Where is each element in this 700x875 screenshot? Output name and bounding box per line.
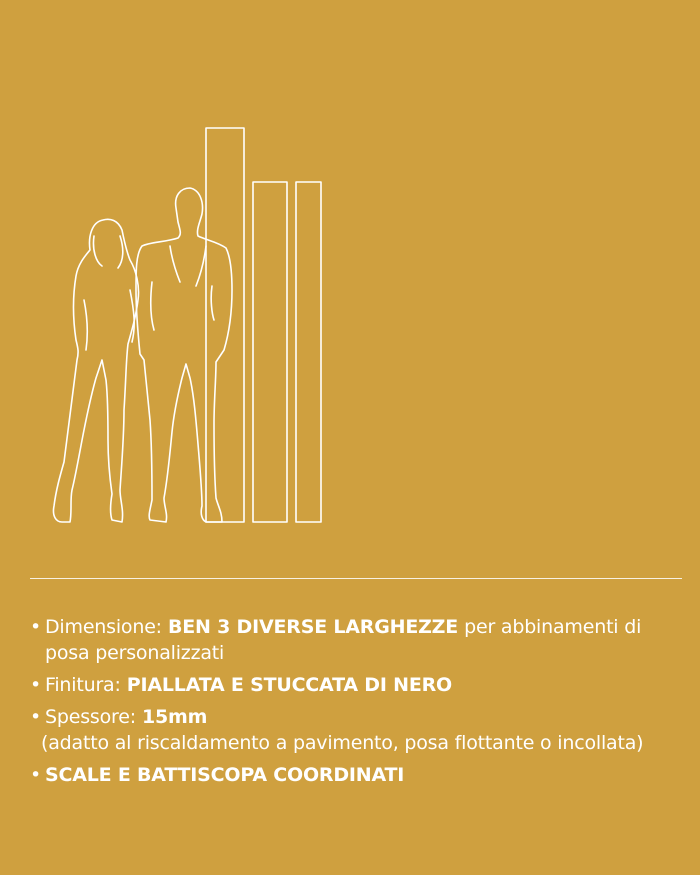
spec-dimension-value: BEN 3 DIVERSE LARGHEZZE	[167, 616, 459, 638]
divider	[30, 578, 682, 579]
woman-silhouette	[53, 219, 138, 522]
spec-finish-value: PIALLATA E STUCCATA DI NERO	[126, 674, 453, 696]
bullet-icon: •	[30, 706, 42, 728]
plank-narrow	[296, 182, 321, 522]
bullet-icon: •	[30, 674, 42, 696]
spec-thickness	[30, 704, 690, 756]
plank-wide	[206, 128, 244, 522]
spec-list	[30, 614, 690, 794]
spec-finish-label: Finitura:	[45, 674, 121, 696]
spec-accessories	[30, 762, 690, 788]
man-silhouette	[136, 188, 232, 522]
spec-dimension-label: Dimensione:	[45, 616, 162, 638]
spec-accessories-value: SCALE E BATTISCOPA COORDINATI	[45, 764, 405, 786]
spec-thickness-label: Spessore:	[45, 706, 136, 728]
bullet-icon: •	[30, 764, 42, 786]
plank-medium	[253, 182, 287, 522]
spec-thickness-note: (adatto al riscaldamento a pavimento, posa flottante o incollata)	[41, 732, 644, 754]
spec-dimension-tail: per abbinamenti di posa personalizzati	[45, 616, 642, 664]
bullet-icon: •	[30, 616, 42, 638]
spec-thickness-value: 15mm	[141, 706, 208, 728]
spec-finish	[30, 672, 690, 698]
spec-dimension	[30, 614, 690, 666]
